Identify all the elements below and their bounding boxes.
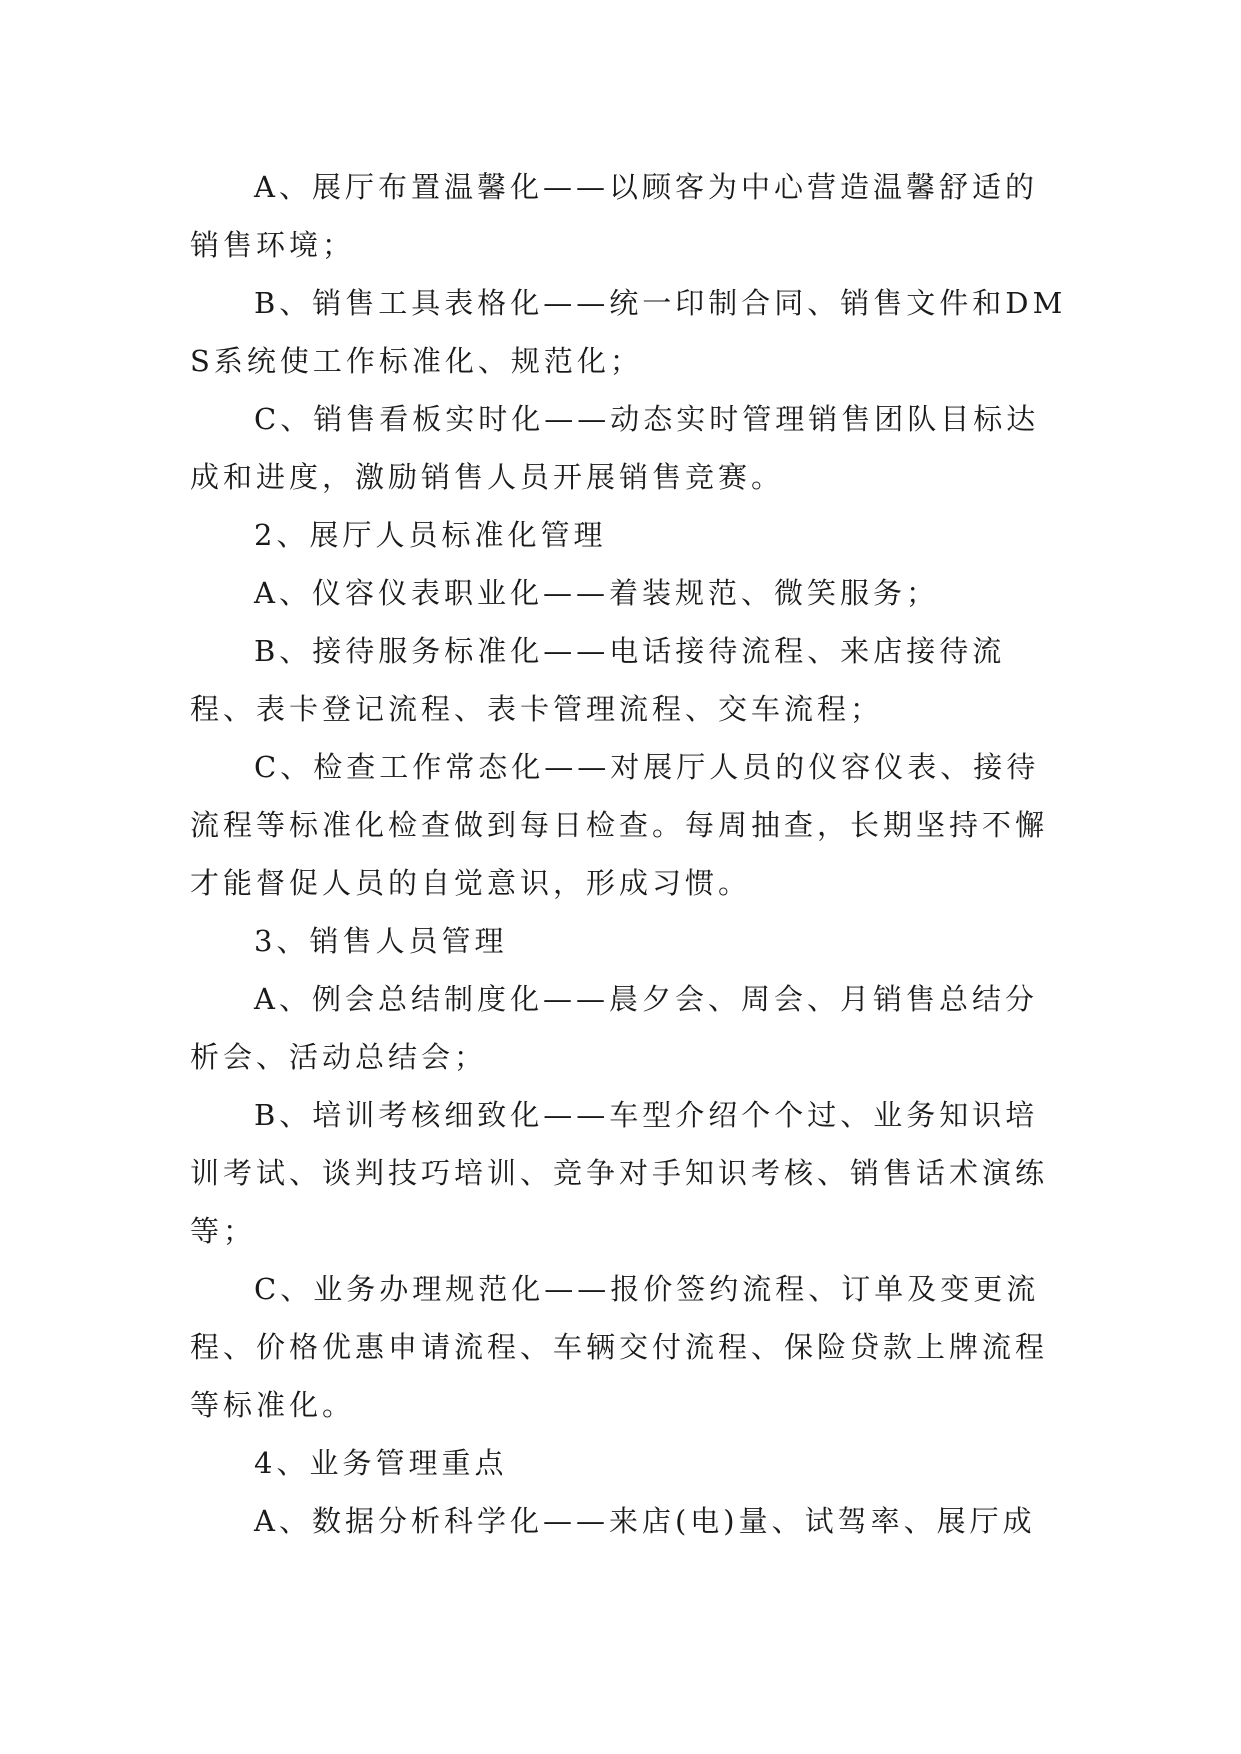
paragraph-training: B、培训考核细致化——车型介绍个个过、业务知识培训考试、谈判技巧培训、竞争对手知识考核、销售话术演练等； [190, 1098, 1049, 1248]
paragraph-sales-board: C、销售看板实时化——动态实时管理销售团队目标达成和进度，激励销售人员开展销售竞赛。 [190, 402, 1040, 494]
document-body [190, 158, 1070, 1550]
paragraph-business-procedures: C、业务办理规范化——报价签约流程、订单及变更流程、价格优惠申请流程、车辆交付流程、保险贷款上牌流程等标准化。 [190, 1272, 1049, 1422]
section-heading-business-focus: 4、业务管理重点 [254, 1446, 508, 1480]
paragraph-appearance: A、仪容仪表职业化——着装规范、微笑服务； [254, 576, 939, 610]
paragraph-showroom-layout: A、展厅布置温馨化——以顾客为中心营造温馨舒适的销售环境； [190, 170, 1038, 262]
paragraph-sales-tools: B、销售工具表格化——统一印制合同、销售文件和DMS系统使工作标准化、规范化； [190, 286, 1067, 378]
paragraph-reception-service: B、接待服务标准化——电话接待流程、来店接待流程、表卡登记流程、表卡管理流程、交车流程； [190, 634, 1006, 726]
paragraph-inspection: C、检查工作常态化——对展厅人员的仪容仪表、接待流程等标准化检查做到每日检查。每周抽查，长期坚持不懈才能督促人员的自觉意识，形成习惯。 [190, 750, 1049, 900]
paragraph-data-analysis: A、数据分析科学化——来店(电)量、试驾率、展厅成 [254, 1504, 1036, 1538]
section-heading-showroom-staff: 2、展厅人员标准化管理 [254, 518, 607, 552]
section-heading-sales-staff: 3、销售人员管理 [254, 924, 508, 958]
paragraph-meetings: A、例会总结制度化——晨夕会、周会、月销售总结分析会、活动总结会； [190, 982, 1038, 1074]
